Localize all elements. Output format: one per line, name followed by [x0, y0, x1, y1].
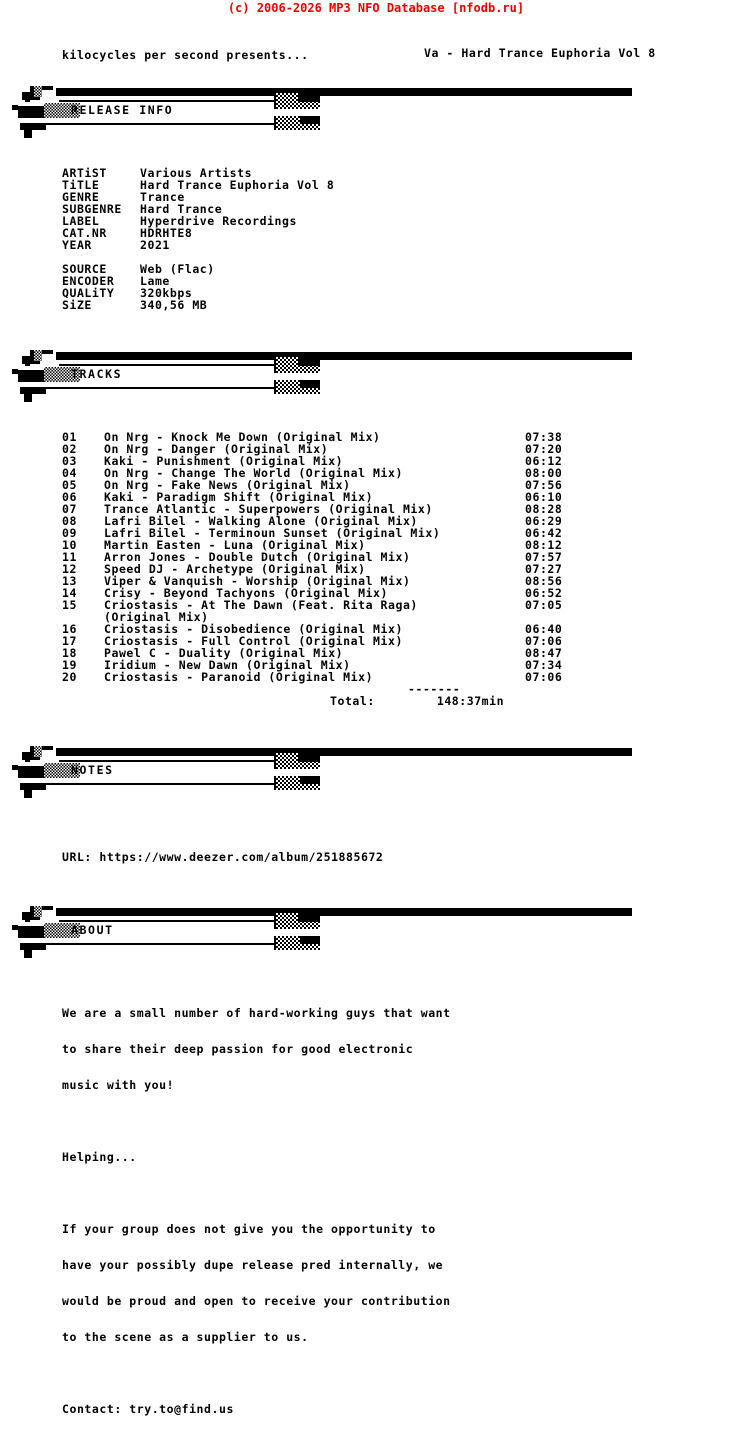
track-title: Criostasis - At The Dawn (Feat. Rita Raga) [104, 598, 418, 612]
divider-bar-top [56, 908, 632, 916]
track-duration: 06:10 [525, 490, 563, 504]
track-number: 13 [62, 574, 77, 588]
track-number: 14 [62, 586, 77, 600]
ascii-block [25, 97, 30, 102]
divider-thin-line [20, 943, 276, 945]
track-title: Criostasis - Paranoid (Original Mix) [104, 670, 374, 684]
release-url-line [62, 851, 383, 863]
url-value[interactable]: https://www.deezer.com/album/251885672 [99, 850, 384, 864]
section-header-release-info [0, 86, 752, 138]
ascii-block [25, 361, 30, 366]
track-title: On Nrg - Fake News (Original Mix) [104, 478, 351, 492]
track-title: Kaki - Punishment (Original Mix) [104, 454, 344, 468]
about-line: would be proud and open to receive your contribution [62, 1294, 451, 1308]
total-rule: ------- [408, 682, 461, 696]
section-label-about: ABOUT [71, 923, 114, 937]
track-number: 11 [62, 550, 77, 564]
section-header-tracks [0, 350, 752, 402]
divider-thin-line [20, 783, 276, 785]
divider-cap-solid [298, 93, 320, 102]
track-number: 16 [62, 622, 77, 636]
contact-label: Contact: [62, 1402, 122, 1416]
divider-thin-line [20, 387, 276, 389]
divider-cap-solid [300, 116, 320, 124]
field-value: Various Artists [140, 166, 253, 180]
track-duration: 07:06 [525, 634, 563, 648]
section-label-notes: NOTES [71, 763, 114, 777]
divider-bar-top [56, 88, 632, 96]
track-number: 07 [62, 502, 77, 516]
about-line: to the scene as a supplier to us. [62, 1330, 309, 1344]
about-line: music with you! [62, 1078, 175, 1092]
release-info-technical-table [62, 263, 215, 311]
about-line: We are a small number of hard-working guys that want [62, 1006, 451, 1020]
ascii-block [24, 126, 32, 138]
nfodb-banner: (c) 2006-2026 MP3 NFO Database [nfodb.ru] [227, 1, 525, 15]
track-title: Speed DJ - Archetype (Original Mix) [104, 562, 366, 576]
track-title: Criostasis - Disobedience (Original Mix) [104, 622, 403, 636]
track-number: 17 [62, 634, 77, 648]
field-value: HDRHTE8 [140, 226, 193, 240]
track-title: Trance Atlantic - Superpowers (Original Mix) [104, 502, 433, 516]
ascii-block [24, 786, 32, 798]
ascii-dither-block [34, 906, 42, 917]
field-value: Hyperdrive Recordings [140, 214, 297, 228]
divider-thin-line [20, 123, 276, 125]
divider-cap-solid [298, 753, 320, 762]
field-value: Hard Trance Euphoria Vol 8 [140, 178, 335, 192]
track-duration: 07:57 [525, 550, 563, 564]
track-number: 18 [62, 646, 77, 660]
track-duration: 06:40 [525, 622, 563, 636]
field-value: 320kbps [140, 286, 193, 300]
field-key: SiZE [62, 298, 92, 312]
track-duration: 06:52 [525, 586, 563, 600]
track-title: Lafri Bilel - Terminoun Sunset (Original Mix) [104, 526, 441, 540]
track-duration: 06:12 [525, 454, 563, 468]
section-header-about [0, 906, 752, 958]
ascii-block [24, 390, 32, 402]
release-info-technical-body [62, 263, 215, 311]
section-header-notes [0, 746, 752, 798]
section-label-release-info: RELEASE INFO [71, 103, 174, 117]
release-info-row [62, 239, 334, 251]
track-number: 05 [62, 478, 77, 492]
divider-cap-solid [298, 357, 320, 366]
track-title: Arron Jones - Double Dutch (Original Mix) [104, 550, 411, 564]
track-title: Pawel C - Duality (Original Mix) [104, 646, 344, 660]
total-value: 148:37min [436, 694, 505, 708]
release-info-primary-table [62, 167, 334, 251]
about-line: have your possibly dupe release pred internally, we [62, 1258, 444, 1272]
field-key: SUBGENRE [62, 202, 122, 216]
field-key: QUALiTY [62, 286, 115, 300]
track-duration: 07:34 [525, 658, 563, 672]
divider-cap-solid [300, 380, 320, 388]
about-helping-line: Helping... [62, 1150, 137, 1164]
group-presents-line: kilocycles per second presents... [62, 48, 309, 62]
track-title: Martin Easten - Luna (Original Mix) [104, 538, 366, 552]
track-title: On Nrg - Knock Me Down (Original Mix) [104, 430, 381, 444]
track-number: 02 [62, 442, 77, 456]
release-title-line: Va - Hard Trance Euphoria Vol 8 [424, 46, 656, 60]
release-info-primary-body [62, 167, 334, 251]
about-line: If your group does not give you the opportunity to [62, 1222, 436, 1236]
track-number: 01 [62, 430, 77, 444]
release-info-row [62, 179, 334, 191]
track-title: Iridium - New Dawn (Original Mix) [104, 658, 351, 672]
divider-cap-solid [300, 776, 320, 784]
track-duration: 08:56 [525, 574, 563, 588]
ascii-dither-block [34, 86, 42, 97]
track-number: 12 [62, 562, 77, 576]
divider-thin-line [59, 760, 274, 762]
field-key: YEAR [62, 238, 92, 252]
divider-thin-line [59, 364, 274, 366]
field-key: ENCODER [62, 274, 115, 288]
track-duration: 07:05 [525, 598, 563, 612]
track-duration: 08:28 [525, 502, 563, 516]
divider-cap-solid [300, 936, 320, 944]
divider-cap-solid [298, 913, 320, 922]
field-key: TiTLE [62, 178, 100, 192]
about-text [62, 983, 451, 1439]
track-title-continuation: (Original Mix) [104, 610, 209, 624]
field-value: Hard Trance [140, 202, 223, 216]
field-value: Lame [140, 274, 170, 288]
release-info-fields [62, 167, 334, 251]
track-duration: 07:20 [525, 442, 563, 456]
track-duration: 06:29 [525, 514, 563, 528]
track-duration: 08:47 [525, 646, 563, 660]
track-duration: 08:12 [525, 538, 563, 552]
track-number: 09 [62, 526, 77, 540]
track-title: On Nrg - Change The World (Original Mix) [104, 466, 403, 480]
track-duration: 06:42 [525, 526, 563, 540]
track-duration: 07:06 [525, 670, 563, 684]
track-title: On Nrg - Danger (Original Mix) [104, 442, 329, 456]
field-value: Trance [140, 190, 185, 204]
total-row [330, 695, 504, 707]
contact-value[interactable]: try.to@find.us [129, 1402, 234, 1416]
spacer [62, 1187, 451, 1199]
url-label: URL: [62, 850, 92, 864]
track-number: 10 [62, 538, 77, 552]
release-info-row [62, 299, 215, 311]
field-value: Web (Flac) [140, 262, 215, 276]
track-number: 19 [62, 658, 77, 672]
track-title: Lafri Bilel - Walking Alone (Original Mix) [104, 514, 418, 528]
field-value: 2021 [140, 238, 170, 252]
field-key: ARTiST [62, 166, 107, 180]
ascii-block [24, 946, 32, 958]
track-duration: 07:56 [525, 478, 563, 492]
track-title: Kaki - Paradigm Shift (Original Mix) [104, 490, 374, 504]
track-number: 03 [62, 454, 77, 468]
release-technical-fields [62, 263, 215, 311]
field-key: SOURCE [62, 262, 107, 276]
track-title: Crisy - Beyond Tachyons (Original Mix) [104, 586, 388, 600]
field-key: LABEL [62, 214, 100, 228]
divider-bar-top [56, 748, 632, 756]
track-number: 20 [62, 670, 77, 684]
divider-thin-line [59, 920, 274, 922]
track-duration: 07:38 [525, 430, 563, 444]
ascii-dither-block [34, 350, 42, 361]
track-duration: 07:27 [525, 562, 563, 576]
total-label: Total: [330, 694, 375, 708]
about-line: to share their deep passion for good electronic [62, 1042, 414, 1056]
field-value: 340,56 MB [140, 298, 208, 312]
ascii-dither-block [34, 746, 42, 757]
divider-bar-top [56, 352, 632, 360]
field-key: CAT.NR [62, 226, 107, 240]
divider-thin-line [59, 100, 274, 102]
track-number: 06 [62, 490, 77, 504]
track-title: Viper & Vanquish - Worship (Original Mix) [104, 574, 411, 588]
contact-line [62, 1403, 451, 1415]
track-number: 08 [62, 514, 77, 528]
spacer [62, 1367, 451, 1379]
spacer [62, 1115, 451, 1127]
section-label-tracks: TRACKS [71, 367, 123, 381]
field-key: GENRE [62, 190, 100, 204]
ascii-block [25, 917, 30, 922]
track-number: 15 [62, 598, 77, 612]
track-duration: 08:00 [525, 466, 563, 480]
ascii-block [25, 757, 30, 762]
track-title: Criostasis - Full Control (Original Mix) [104, 634, 403, 648]
track-number: 04 [62, 466, 77, 480]
release-info-row [62, 227, 334, 239]
